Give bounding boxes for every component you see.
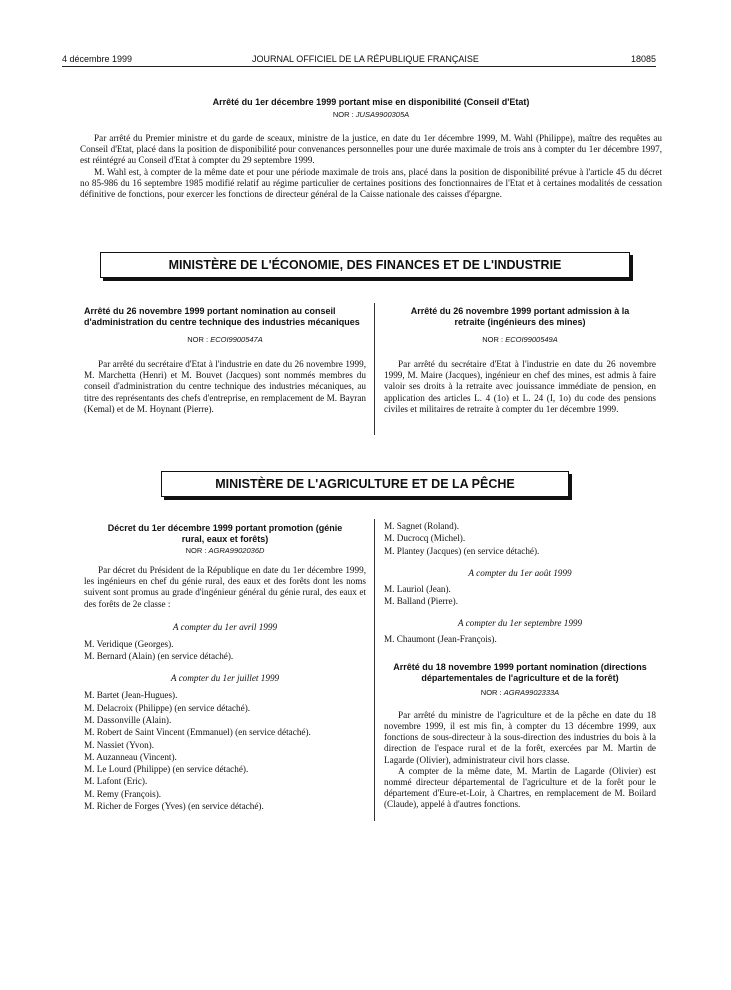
top-article (80, 97, 662, 200)
list-item: M. Delacroix (Philippe) (en service détaché). (84, 702, 251, 713)
mineco-left-article (84, 306, 366, 415)
list-item: M. Bernard (Alain) (en service détaché). (84, 651, 234, 662)
list-item: M. Balland (Pierre). (384, 596, 458, 607)
mineco-left-nor: NOR : ECOI9900547A (187, 335, 263, 344)
minagri-left-paragraph: Par décret du Président de la République en date du 1er décembre 1999, les ingénieurs en chef du génie rural, des eaux et des forêts dont les noms suivent sont promus au grade d'ingénieur général du génie rural, des eaux et des forêts de 2e classe : (84, 565, 366, 609)
list-item: M. Ducrocq (Michel). (384, 533, 466, 544)
date-heading: A compter du 1er août 1999 (468, 567, 572, 578)
minagri-right-column (384, 520, 656, 811)
minagri-right-paragraph: A compter de la même date, M. Martin de Lagarde (Olivier) est nommé directeur départemental de l'agriculture et de la forêt pour le département d'Eure-et-Loir, à Chartres, en remplacement de M. Boilard (Claude), appelé à d'autres fonctions. (384, 765, 656, 810)
minagri-right-nor-code: AGRA9902333A (503, 687, 560, 697)
list-item: M. Dassonville (Alain). (84, 715, 172, 725)
date-heading: A compter du 1er avril 1999 (172, 621, 278, 632)
mineco-right-paragraph: Par arrêté du secrétaire d'Etat à l'industrie en date du 26 novembre 1999, M. Maire (Jacques), ingénieur en chef des mines, est admis à faire valoir ses droits à la retraite avec jouissance immédiate de pension, en application des articles L. 4 (1o) et L. 24 (I, 1o) du code des pensions civiles et militaires de retraite à compter du 1er décembre 1999. (384, 359, 656, 414)
header-date: 4 décembre 1999 (62, 54, 133, 64)
list-item: M. Le Lourd (Philippe) (en service détaché). (84, 764, 249, 775)
promotion-list (384, 583, 656, 608)
list-item: M. Bartet (Jean-Hugues). (84, 690, 178, 701)
date-heading: A compter du 1er juillet 1999 (170, 673, 280, 684)
minagri-right-title: Arrêté du 18 novembre 1999 portant nomination (directions départementales de l'agriculture et de la forêt) (393, 661, 647, 683)
list-item: M. Veridique (Georges). (84, 638, 174, 649)
column-divider (374, 303, 375, 435)
promotion-list (84, 638, 366, 663)
list-item: M. Auzanneau (Vincent). (84, 751, 177, 762)
ministry-economie-banner: MINISTÈRE DE L'ÉCONOMIE, DES FINANCES ET DE L'INDUSTRIE (100, 252, 630, 278)
page-number: 18085 (630, 54, 656, 64)
list-item: M. Chaumont (Jean-François). (384, 634, 497, 645)
mineco-right-title: Arrêté du 26 novembre 1999 portant admission à la retraite (ingénieurs des mines) (410, 306, 630, 327)
column-divider (374, 519, 375, 821)
list-item: M. Sagnet (Roland). (384, 521, 460, 531)
mineco-right-nor-code: ECOI9900549A (505, 335, 558, 344)
top-article-nor-code: JUSA9900305A (355, 110, 410, 119)
list-item: M. Lauriol (Jean). (384, 583, 451, 594)
mineco-right-article (384, 306, 656, 415)
mineco-left-nor-code: ECOI9900547A (210, 335, 263, 344)
list-item: M. Richer de Forges (Yves) (en service détaché). (84, 801, 264, 812)
minagri-left-article (84, 523, 366, 812)
ministry-agriculture-banner: MINISTÈRE DE L'AGRICULTURE ET DE LA PÊCHE (161, 471, 569, 497)
list-item: M. Lafont (Eric). (84, 776, 148, 787)
promotion-list (84, 689, 366, 812)
date-heading: A compter du 1er septembre 1999 (457, 618, 583, 629)
top-article-paragraph: Par arrêté du Premier ministre et du garde de sceaux, ministre de la justice, en date du 1er décembre 1999, M. Wahl (Philippe), maître des requêtes au Conseil d'Etat, placé dans la position de disponibilité pour convenances personnelles pour une durée maximale de trois ans à compter du 1er décembre 1997, est réintégré au Conseil d'Etat à compter du 29 septembre 1999. (80, 133, 662, 166)
mineco-left-title: Arrêté du 26 novembre 1999 portant nomination au conseil d'administration du centre technique des industries mécaniques (84, 306, 360, 327)
list-item: M. Plantey (Jacques) (en service détaché). (384, 545, 540, 556)
mineco-left-paragraph: Par arrêté du secrétaire d'Etat à l'industrie en date du 26 novembre 1999, M. Marchetta (Henri) et M. Bouvet (Jacques) sont nommés membres du conseil d'administration du centre technique des industries mécaniques, au titre des représentants des chefs d'entreprise, en remplacement de M. Bayran (Kemal) et de M. Hoynant (Pierre). (84, 359, 366, 414)
list-item: M. Robert de Saint Vincent (Emmanuel) (en service détaché). (84, 727, 311, 738)
minagri-right-nor: NOR : AGRA9902333A (480, 687, 560, 697)
top-article-nor: NOR : JUSA9900305A (332, 110, 410, 119)
header-rule (62, 66, 656, 67)
promotion-list (384, 633, 656, 645)
top-article-paragraph: M. Wahl est, à compter de la même date et pour une période maximale de trois ans, placé dans la position de disponibilité prévue à l'article 45 du décret no 85-986 du 16 septembre 1985 modifié relatif au régime particulier de certaines positions des fonctionnaires de l'Etat et à certaines modalités de cessation définitive de fonctions, pour exercer les fonctions de directeur général de la Caisse nationale des caisses d'épargne. (80, 166, 662, 200)
minagri-right-paragraph: Par arrêté du ministre de l'agriculture et de la pêche en date du 18 novembre 1999, il est mis fin, à compter du 13 décembre 1999, aux fonctions de sous-directeur à la sous-direction des industries du bois à la direction de l'espace rural et de la forêt, exercées par M. Martin de Lagarde (Olivier), administrateur civil hors classe. (384, 709, 656, 765)
promotion-list (384, 520, 656, 557)
journal-title: JOURNAL OFFICIEL DE LA RÉPUBLIQUE FRANÇAISE (252, 54, 479, 64)
minagri-left-title: Décret du 1er décembre 1999 portant promotion (génie rural, eaux et forêts) (107, 523, 343, 544)
minagri-left-nor: NOR : AGRA9902036D (185, 546, 265, 555)
minagri-left-nor-code: AGRA9902036D (208, 546, 265, 555)
top-article-title: Arrêté du 1er décembre 1999 portant mise en disponibilité (Conseil d'Etat) (212, 97, 530, 107)
mineco-right-nor: NOR : ECOI9900549A (482, 335, 558, 344)
list-item: M. Nassiet (Yvon). (84, 739, 155, 750)
list-item: M. Remy (François). (84, 788, 162, 799)
